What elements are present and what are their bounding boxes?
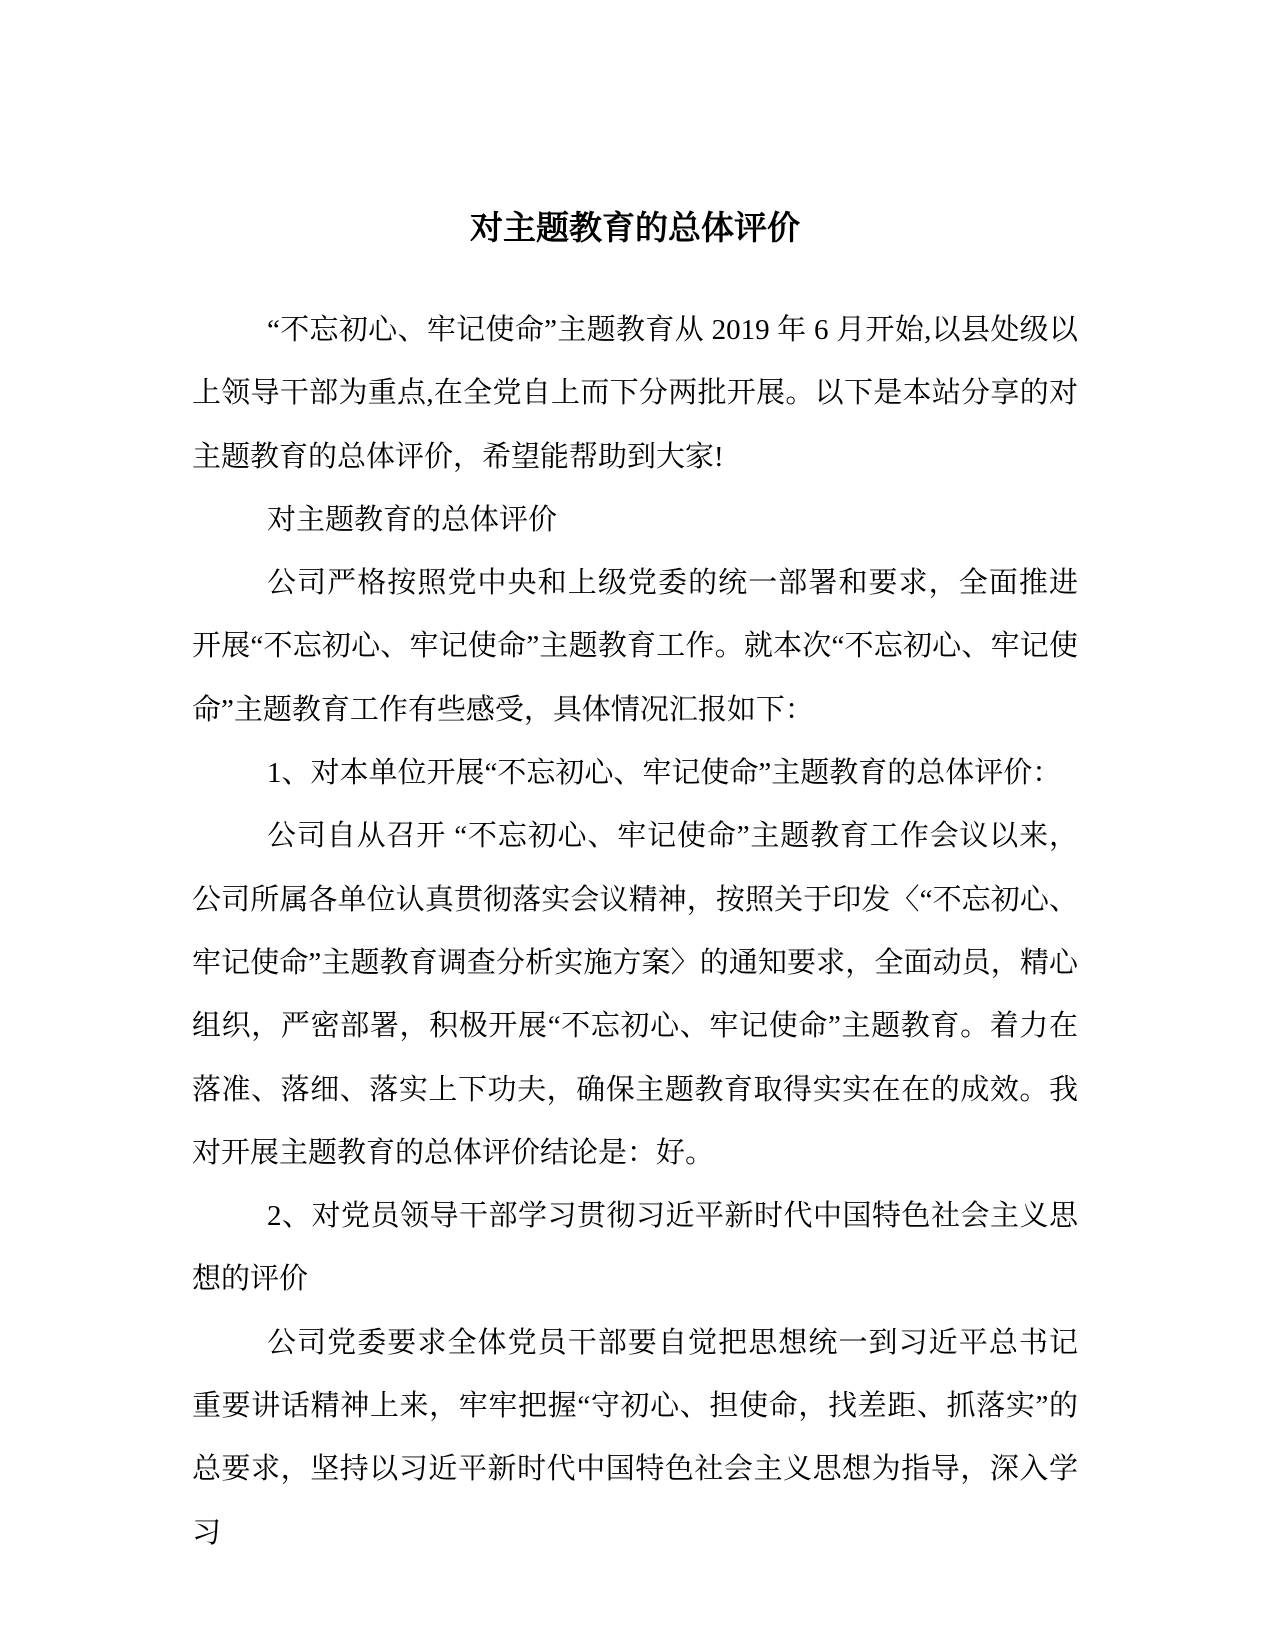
paragraph-item-2-heading: 2、对党员领导干部学习贯彻习近平新时代中国特色社会主义思想的评价	[192, 1200, 1078, 1296]
paragraph-intro: “不忘初心、牢记使命”主题教育从 2019 年 6 月开始,以县处级以上领导干部为重点,在全党自上而下分两批开展。以下是本站分享的对主题教育的总体评价，希望能帮助到大家!	[192, 314, 1078, 473]
paragraph-item-1-heading: 1、对本单位开展“不忘初心、牢记使命”主题教育的总体评价：	[267, 757, 1062, 790]
paragraph-subtitle: 对主题教育的总体评价	[267, 503, 558, 536]
paragraph-item-1-body: 公司自从召开 “不忘初心、牢记使命”主题教育工作会议以来，公司所属各单位认真贯彻落实会议精神，按照关于印发〈“不忘初心、牢记使命”主题教育调查分析实施方案〉的通知要求，全面动员，精心组织，严密部署，积极开展“不忘初心、牢记使命”主题教育。着力在落准、落细、落实上下功夫，确保主题教育取得实实在在的成效。我对开展主题教育的总体评价结论是：好。	[192, 820, 1078, 1169]
document-body	[192, 299, 1078, 1565]
paragraph-item-2-body: 公司党委要求全体党员干部要自觉把思想统一到习近平总书记重要讲话精神上来，牢牢把握“守初心、担使命，找差距、抓落实”的总要求，坚持以习近平新时代中国特色社会主义思想为指导，深入学习	[192, 1326, 1078, 1549]
paragraph-overview: 公司严格按照党中央和上级党委的统一部署和要求，全面推进开展“不忘初心、牢记使命”主题教育工作。就本次“不忘初心、牢记使命”主题教育工作有些感受，具体情况汇报如下：	[192, 567, 1078, 726]
document-title: 对主题教育的总体评价	[470, 209, 800, 246]
